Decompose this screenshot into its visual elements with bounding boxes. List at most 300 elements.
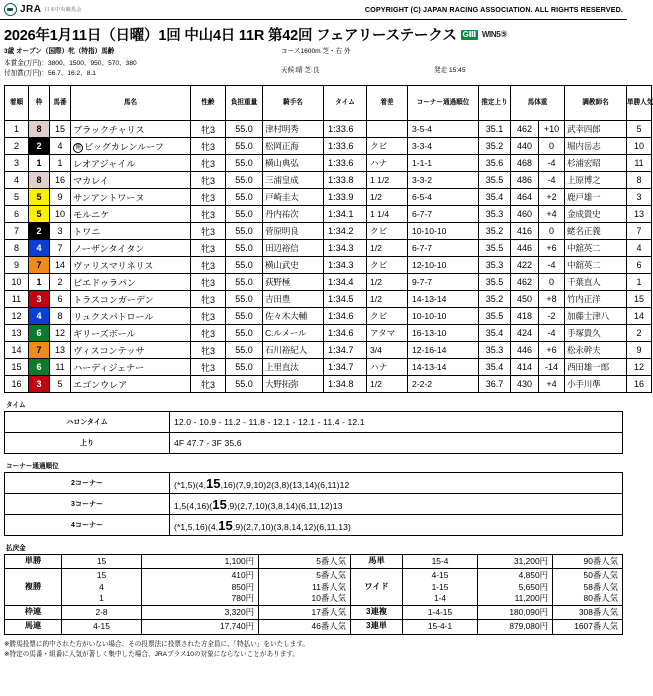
cell-jockey: 丹内祐次 xyxy=(263,206,324,223)
cell-popularity: 6 xyxy=(627,257,652,274)
cell-popularity: 14 xyxy=(627,308,652,325)
table-row xyxy=(5,223,652,240)
cell-weight: 55.0 xyxy=(226,257,263,274)
cell-body-weight-diff: +2 xyxy=(539,189,565,206)
cell-time: 1:33.6 xyxy=(324,138,367,155)
cell-trainer: 堀内岳志 xyxy=(565,138,627,155)
corner-row xyxy=(5,473,623,494)
cell-popularity: 15 xyxy=(627,291,652,308)
col-last3f: 推定上り xyxy=(479,86,511,121)
cell-horse: ノーザンタイタン xyxy=(71,240,191,257)
cell-trainer: 中舘英二 xyxy=(565,240,627,257)
payout-type-left: 馬連 xyxy=(5,620,62,634)
cell-last3f: 35.2 xyxy=(479,138,511,155)
corner-table xyxy=(4,472,623,536)
cell-body-weight-diff: -4 xyxy=(539,325,565,342)
time-row-value: 12.0 - 10.9 - 11.2 - 11.8 - 12.1 - 12.1 - 11.4 - 12.1 xyxy=(170,412,623,433)
table-row xyxy=(5,257,652,274)
cell-corner: 14-13-14 xyxy=(408,291,479,308)
cell-rank: 13 xyxy=(5,325,29,342)
race-title: 2026年1月11日（日曜）1回 中山4日 11R 第42回 フェアリーステークス xyxy=(4,28,457,44)
cell-corner: 6-5-4 xyxy=(408,189,479,206)
payout-type-right: 3連単 xyxy=(351,620,403,634)
cell-margin: クビ xyxy=(367,257,408,274)
table-row xyxy=(5,206,652,223)
payout-section-label: 払戻金 xyxy=(6,545,26,552)
cell-corner: 6-7-7 xyxy=(408,206,479,223)
cell-corner: 12-10-10 xyxy=(408,257,479,274)
payout-combination-right: 15-4-1 xyxy=(403,620,478,634)
top-bar xyxy=(0,0,627,18)
cell-trainer: 金成貴史 xyxy=(565,206,627,223)
cell-sex-age: 牝3 xyxy=(191,359,226,376)
cell-body-weight: 430 xyxy=(511,376,539,393)
cell-trainer: 千葉直人 xyxy=(565,274,627,291)
cell-waku: 5 xyxy=(29,206,50,223)
cell-horse: ヴィスコンテッサ xyxy=(71,342,191,359)
cell-umaban: 5 xyxy=(50,376,71,393)
cell-sex-age: 牝3 xyxy=(191,308,226,325)
corner-row-value: (*1,5,16)(4,15,9)(2,7,10)(3,8,14,12)(6,11,13) xyxy=(170,515,623,536)
cell-popularity: 13 xyxy=(627,206,652,223)
payout-amount-left: 17,740円 xyxy=(142,620,259,634)
payout-type-left: 枠連 xyxy=(5,606,62,620)
cell-margin xyxy=(367,121,408,138)
cell-popularity: 16 xyxy=(627,376,652,393)
cell-trainer: 松永幹夫 xyxy=(565,342,627,359)
payout-popularity-right: 50番人気 58番人気 80番人気 xyxy=(553,569,623,606)
cell-weight: 55.0 xyxy=(226,376,263,393)
cell-last3f: 35.5 xyxy=(479,240,511,257)
cell-weight: 55.0 xyxy=(226,206,263,223)
cell-umaban: 7 xyxy=(50,240,71,257)
cell-jockey: 三浦皇成 xyxy=(263,172,324,189)
corner-row xyxy=(5,515,623,536)
cell-rank: 1 xyxy=(5,121,29,138)
cell-umaban: 10 xyxy=(50,206,71,223)
cell-waku: 1 xyxy=(29,155,50,172)
corner-section xyxy=(4,460,623,536)
payout-type-right: 3連複 xyxy=(351,606,403,620)
corner-row xyxy=(5,494,623,515)
corner-row-label: 3コーナー xyxy=(5,494,170,515)
payout-amount-right: 4,850円 5,650円 11,200円 xyxy=(478,569,553,606)
cell-trainer: 手塚貴久 xyxy=(565,325,627,342)
table-row xyxy=(5,240,652,257)
table-header-row xyxy=(5,86,652,121)
cell-weight: 55.0 xyxy=(226,274,263,291)
cell-trainer: 武幸四郎 xyxy=(565,121,627,138)
cell-last3f: 35.1 xyxy=(479,121,511,138)
table-row xyxy=(5,291,652,308)
cell-body-weight-diff: 0 xyxy=(539,223,565,240)
cell-weight: 55.0 xyxy=(226,223,263,240)
cell-last3f: 35.3 xyxy=(479,206,511,223)
cell-waku: 6 xyxy=(29,325,50,342)
corner-row-label: 4コーナー xyxy=(5,515,170,536)
col-popularity: 単勝人気 xyxy=(627,86,652,121)
cell-trainer: 蛯名正義 xyxy=(565,223,627,240)
payout-combination-left: 4-15 xyxy=(62,620,142,634)
cell-last3f: 35.4 xyxy=(479,359,511,376)
corner-winner-number: 15 xyxy=(205,475,221,491)
cell-margin: クビ xyxy=(367,308,408,325)
cell-trainer: 西田雄一郎 xyxy=(565,359,627,376)
cell-last3f: 35.4 xyxy=(479,189,511,206)
cell-waku: 7 xyxy=(29,342,50,359)
cell-weight: 55.0 xyxy=(226,240,263,257)
payout-combination-right: 4-15 1-15 1-4 xyxy=(403,569,478,606)
cell-jockey: 佐々木大輔 xyxy=(263,308,324,325)
corner-section-label: コーナー通過順位 xyxy=(6,463,59,470)
cell-rank: 12 xyxy=(5,308,29,325)
cell-rank: 3 xyxy=(5,155,29,172)
jra-logo-text: JRA xyxy=(20,4,42,15)
cell-sex-age: 牝3 xyxy=(191,376,226,393)
col-corner: コーナー通過順位 xyxy=(408,86,479,121)
cell-sex-age: 牝3 xyxy=(191,257,226,274)
cell-time: 1:34.8 xyxy=(324,376,367,393)
cell-time: 1:34.3 xyxy=(324,257,367,274)
cell-weight: 55.0 xyxy=(226,138,263,155)
cell-margin: クビ xyxy=(367,223,408,240)
cell-weight: 55.0 xyxy=(226,189,263,206)
cell-body-weight-diff: 0 xyxy=(539,274,565,291)
table-row xyxy=(5,359,652,376)
blinker-icon: 俺 xyxy=(73,143,83,153)
cell-popularity: 7 xyxy=(627,223,652,240)
cell-horse: サンアントワーヌ xyxy=(71,189,191,206)
cell-sex-age: 牝3 xyxy=(191,274,226,291)
payout-section xyxy=(4,542,623,635)
cell-rank: 8 xyxy=(5,240,29,257)
cell-time: 1:34.6 xyxy=(324,325,367,342)
payout-amount-right: 31,200円 xyxy=(478,555,553,569)
cell-weight: 55.0 xyxy=(226,308,263,325)
cell-body-weight-diff: +10 xyxy=(539,121,565,138)
cell-sex-age: 牝3 xyxy=(191,206,226,223)
cell-jockey: 大野拓弥 xyxy=(263,376,324,393)
cell-waku: 3 xyxy=(29,291,50,308)
cell-waku: 4 xyxy=(29,308,50,325)
jra-logo-icon xyxy=(4,3,17,16)
copyright-text: COPYRIGHT (C) JAPAN RACING ASSOCIATION. ALL RIGHTS RESERVED. xyxy=(364,5,623,14)
payout-popularity-left: 5番人気 11番人気 10番人気 xyxy=(259,569,351,606)
cell-waku: 3 xyxy=(29,376,50,393)
cell-horse: ピエドゥラパン xyxy=(71,274,191,291)
table-row xyxy=(5,342,652,359)
cell-umaban: 12 xyxy=(50,325,71,342)
payout-amount-left: 3,320円 xyxy=(142,606,259,620)
payout-row xyxy=(5,555,623,569)
cell-jockey: 上里直汰 xyxy=(263,359,324,376)
cell-horse: ハーディジェナー xyxy=(71,359,191,376)
win5-label: WIN5 xyxy=(481,30,501,39)
cell-jockey: 横山典弘 xyxy=(263,155,324,172)
cell-body-weight: 418 xyxy=(511,308,539,325)
cell-waku: 1 xyxy=(29,274,50,291)
cell-body-weight: 462 xyxy=(511,121,539,138)
cell-body-weight: 424 xyxy=(511,325,539,342)
payout-popularity-left: 5番人気 xyxy=(259,555,351,569)
cell-last3f: 35.2 xyxy=(479,223,511,240)
cell-popularity: 10 xyxy=(627,138,652,155)
cell-popularity: 5 xyxy=(627,121,652,138)
cell-body-weight: 446 xyxy=(511,342,539,359)
cell-last3f: 35.5 xyxy=(479,172,511,189)
corner-row-label: 2コーナー xyxy=(5,473,170,494)
col-jockey: 騎手名 xyxy=(263,86,324,121)
payout-type-left: 複勝 xyxy=(5,569,62,606)
payout-combination-right: 15-4 xyxy=(403,555,478,569)
cell-umaban: 11 xyxy=(50,359,71,376)
payout-combination-left: 15 xyxy=(62,555,142,569)
cell-popularity: 12 xyxy=(627,359,652,376)
time-row-value: 4F 47.7 - 3F 35.6 xyxy=(170,433,623,454)
race-weather: 天候:晴 芝:良 xyxy=(281,67,320,74)
table-row xyxy=(5,138,652,155)
cell-time: 1:33.8 xyxy=(324,172,367,189)
cell-popularity: 2 xyxy=(627,325,652,342)
corner-winner-number: 15 xyxy=(212,496,227,512)
cell-last3f: 35.2 xyxy=(479,291,511,308)
cell-time: 1:33.6 xyxy=(324,155,367,172)
cell-corner: 6-7-7 xyxy=(408,240,479,257)
cell-time: 1:34.3 xyxy=(324,240,367,257)
col-waku: 枠 xyxy=(29,86,50,121)
cell-last3f: 35.4 xyxy=(479,325,511,342)
cell-waku: 5 xyxy=(29,189,50,206)
cell-margin: 3/4 xyxy=(367,342,408,359)
cell-rank: 10 xyxy=(5,274,29,291)
cell-jockey: 津村明秀 xyxy=(263,121,324,138)
cell-time: 1:33.9 xyxy=(324,189,367,206)
cell-time: 1:34.7 xyxy=(324,359,367,376)
payout-row xyxy=(5,620,623,634)
cell-sex-age: 牝3 xyxy=(191,223,226,240)
cell-horse: 俺 ビッグカレンルーフ xyxy=(71,138,191,155)
race-title-row xyxy=(0,20,627,45)
cell-weight: 55.0 xyxy=(226,342,263,359)
cell-body-weight: 440 xyxy=(511,138,539,155)
table-row xyxy=(5,172,652,189)
cell-margin: 1/2 xyxy=(367,274,408,291)
cell-sex-age: 牝3 xyxy=(191,155,226,172)
cell-corner: 3-5-4 xyxy=(408,121,479,138)
race-post-time: 発走 15:45 xyxy=(434,67,466,74)
cell-body-weight: 414 xyxy=(511,359,539,376)
cell-body-weight-diff: +6 xyxy=(539,240,565,257)
cell-corner: 10-10-10 xyxy=(408,223,479,240)
cell-waku: 2 xyxy=(29,223,50,240)
payout-combination-left: 2-8 xyxy=(62,606,142,620)
payout-combination-left: 15 4 1 xyxy=(62,569,142,606)
cell-margin: 1 1/2 xyxy=(367,172,408,189)
payout-type-right: ワイド xyxy=(351,569,403,606)
cell-body-weight: 450 xyxy=(511,291,539,308)
cell-popularity: 3 xyxy=(627,189,652,206)
cell-waku: 2 xyxy=(29,138,50,155)
col-margin: 着差 xyxy=(367,86,408,121)
cell-corner: 3-3-4 xyxy=(408,138,479,155)
cell-time: 1:34.1 xyxy=(324,206,367,223)
table-row xyxy=(5,274,652,291)
cell-weight: 55.0 xyxy=(226,359,263,376)
race-prize xyxy=(4,59,137,79)
cell-trainer: 竹内正洋 xyxy=(565,291,627,308)
win5-number: ⑤ xyxy=(500,29,508,39)
footer-note-1: ※勝馬投票に的中された方がいない場合、その投票法に投票された方全員に、「特払い」をいたします。 xyxy=(4,640,310,648)
cell-margin: 1/2 xyxy=(367,189,408,206)
cell-umaban: 16 xyxy=(50,172,71,189)
result-table xyxy=(4,85,652,393)
cell-corner: 3-3-2 xyxy=(408,172,479,189)
cell-weight: 55.0 xyxy=(226,172,263,189)
col-horse: 馬名 xyxy=(71,86,191,121)
col-sex-age: 性齢 xyxy=(191,86,226,121)
cell-margin: 1/2 xyxy=(367,291,408,308)
cell-waku: 6 xyxy=(29,359,50,376)
cell-umaban: 6 xyxy=(50,291,71,308)
cell-body-weight-diff: +8 xyxy=(539,291,565,308)
cell-trainer: 上原博之 xyxy=(565,172,627,189)
cell-weight: 55.0 xyxy=(226,291,263,308)
col-rank: 着順 xyxy=(5,86,29,121)
payout-row xyxy=(5,606,623,620)
cell-corner: 10-10-10 xyxy=(408,308,479,325)
cell-horse: ブラックチャリス xyxy=(71,121,191,138)
cell-body-weight-diff: +4 xyxy=(539,206,565,223)
cell-trainer: 小手川準 xyxy=(565,376,627,393)
cell-popularity: 4 xyxy=(627,240,652,257)
cell-sex-age: 牝3 xyxy=(191,240,226,257)
table-row xyxy=(5,308,652,325)
time-table xyxy=(4,411,623,454)
cell-rank: 15 xyxy=(5,359,29,376)
jra-logo[interactable] xyxy=(4,3,82,16)
cell-weight: 55.0 xyxy=(226,325,263,342)
corner-row-value: (*1,5)(4,15,16)(7,9,10)2(3,8)(13,14)(6,11)12 xyxy=(170,473,623,494)
time-section xyxy=(4,399,623,454)
cell-corner: 9-7-7 xyxy=(408,274,479,291)
cell-rank: 11 xyxy=(5,291,29,308)
cell-umaban: 9 xyxy=(50,189,71,206)
cell-horse: エゴンウレア xyxy=(71,376,191,393)
table-row xyxy=(5,121,652,138)
cell-time: 1:34.7 xyxy=(324,342,367,359)
payout-amount-right: 879,080円 xyxy=(478,620,553,634)
cell-sex-age: 牝3 xyxy=(191,138,226,155)
cell-body-weight: 446 xyxy=(511,240,539,257)
cell-sex-age: 牝3 xyxy=(191,172,226,189)
cell-rank: 7 xyxy=(5,223,29,240)
cell-umaban: 4 xyxy=(50,138,71,155)
time-row xyxy=(5,412,623,433)
cell-sex-age: 牝3 xyxy=(191,189,226,206)
cell-horse: ヴァリスマリネリス xyxy=(71,257,191,274)
col-time: タイム xyxy=(324,86,367,121)
cell-body-weight: 416 xyxy=(511,223,539,240)
cell-horse: トワニ xyxy=(71,223,191,240)
jra-logo-subtext: 日本中央競馬会 xyxy=(44,6,82,13)
cell-jockey: 田辺裕信 xyxy=(263,240,324,257)
cell-margin: アタマ xyxy=(367,325,408,342)
payout-combination-right: 1-4-15 xyxy=(403,606,478,620)
cell-margin: 1/2 xyxy=(367,240,408,257)
cell-waku: 8 xyxy=(29,121,50,138)
cell-horse: レオアジャイル xyxy=(71,155,191,172)
cell-rank: 4 xyxy=(5,172,29,189)
cell-jockey: 荻野極 xyxy=(263,274,324,291)
cell-popularity: 8 xyxy=(627,172,652,189)
cell-sex-age: 牝3 xyxy=(191,291,226,308)
grade-badge: GⅢ xyxy=(462,29,476,39)
prize-main: 本賞金(万円)：3800、1500、950、570、380 xyxy=(4,60,137,67)
payout-type-right: 馬単 xyxy=(351,555,403,569)
cell-time: 1:34.5 xyxy=(324,291,367,308)
table-row xyxy=(5,376,652,393)
cell-rank: 14 xyxy=(5,342,29,359)
cell-trainer: 中舘英二 xyxy=(565,257,627,274)
cell-umaban: 13 xyxy=(50,342,71,359)
cell-rank: 16 xyxy=(5,376,29,393)
cell-body-weight: 486 xyxy=(511,172,539,189)
cell-rank: 5 xyxy=(5,189,29,206)
cell-horse: マカレイ xyxy=(71,172,191,189)
cell-rank: 9 xyxy=(5,257,29,274)
cell-corner: 1-1-1 xyxy=(408,155,479,172)
cell-horse: トラスコンガーデン xyxy=(71,291,191,308)
cell-body-weight-diff: 0 xyxy=(539,138,565,155)
payout-amount-left: 410円 850円 780円 xyxy=(142,569,259,606)
cell-waku: 7 xyxy=(29,257,50,274)
footer-notes xyxy=(4,640,623,662)
cell-last3f: 36.7 xyxy=(479,376,511,393)
cell-waku: 8 xyxy=(29,172,50,189)
result-table-body xyxy=(5,121,652,393)
cell-waku: 4 xyxy=(29,240,50,257)
cell-umaban: 3 xyxy=(50,223,71,240)
payout-amount-left: 1,100円 xyxy=(142,555,259,569)
cell-popularity: 11 xyxy=(627,155,652,172)
time-row xyxy=(5,433,623,454)
corner-row-value: 1,5(4,16)(15,9)(2,7,10)(3,8,14)(6,11,12)13 xyxy=(170,494,623,515)
footer-note-2: ※特定の馬番・組番に人気が著しく集中した場合、JRAプラス10の対象にならないことがあります。 xyxy=(4,651,299,659)
payout-row xyxy=(5,569,623,606)
cell-popularity: 9 xyxy=(627,342,652,359)
cell-umaban: 15 xyxy=(50,121,71,138)
cell-trainer: 杉浦宏昭 xyxy=(565,155,627,172)
cell-weight: 55.0 xyxy=(226,121,263,138)
cell-last3f: 35.3 xyxy=(479,257,511,274)
cell-time: 1:34.4 xyxy=(324,274,367,291)
cell-sex-age: 牝3 xyxy=(191,325,226,342)
cell-corner: 16-13-10 xyxy=(408,325,479,342)
cell-margin: ハナ xyxy=(367,359,408,376)
payout-popularity-left: 17番人気 xyxy=(259,606,351,620)
cell-body-weight: 468 xyxy=(511,155,539,172)
cell-body-weight-diff: -14 xyxy=(539,359,565,376)
cell-last3f: 35.6 xyxy=(479,155,511,172)
cell-trainer: 鹿戸雄一 xyxy=(565,189,627,206)
cell-jockey: 石川裕紀人 xyxy=(263,342,324,359)
cell-corner: 14-13-14 xyxy=(408,359,479,376)
col-umaban: 馬番 xyxy=(50,86,71,121)
cell-body-weight-diff: -4 xyxy=(539,172,565,189)
cell-popularity: 1 xyxy=(627,274,652,291)
cell-jockey: 松岡正海 xyxy=(263,138,324,155)
col-weight: 負担重量 xyxy=(226,86,263,121)
